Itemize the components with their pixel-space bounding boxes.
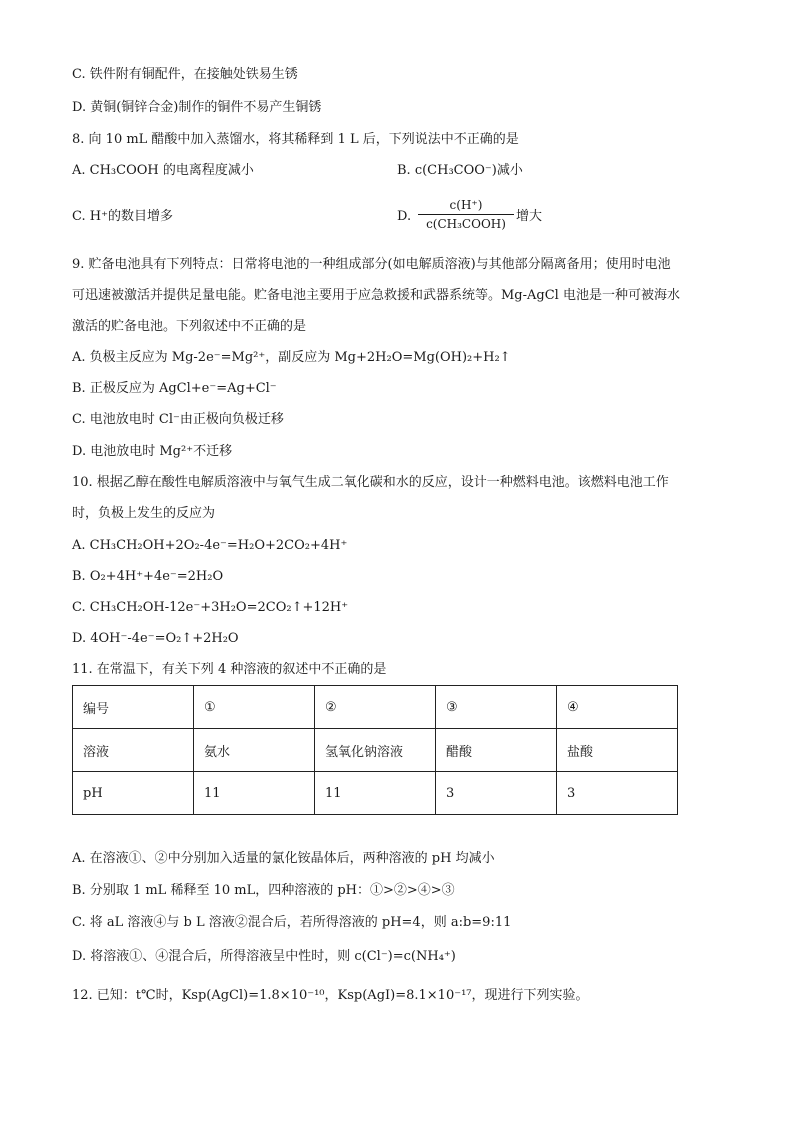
q10-option-b: B. O₂+4H⁺+4e⁻=2H₂O — [72, 569, 224, 584]
q10-option-c: C. CH₃CH₂OH-12e⁻+3H₂O=2CO₂↑+12H⁺ — [72, 600, 349, 615]
q7-option-c: C. 铁件附有铜配件，在接触处铁易生锈 — [72, 67, 298, 82]
q8-option-d-fraction — [418, 197, 514, 232]
q8-option-d-suffix: 增大 — [516, 209, 543, 224]
q8-option-d-label: D. — [397, 209, 412, 224]
q12-stem: 12. 已知：t℃时，Ksp(AgCl)=1.8×10⁻¹⁰，Ksp(AgI)=8.1×10⁻¹⁷，现进行下列实验。 — [72, 988, 589, 1003]
q9-option-a: A. 负极主反应为 Mg-2e⁻=Mg²⁺，副反应为 Mg+2H₂O=Mg(OH)₂+H₂↑ — [72, 350, 511, 365]
q10-stem-line1: 10. 根据乙醇在酸性电解质溶液中与氧气生成二氧化碳和水的反应，设计一种燃料电池。该燃料电池工作 — [72, 475, 669, 490]
table-cell: 氨水 — [194, 729, 315, 772]
table-cell: 3 — [557, 772, 678, 815]
table-cell: 3 — [436, 772, 557, 815]
fraction-bar — [418, 214, 514, 215]
table-cell: 11 — [194, 772, 315, 815]
q11-stem: 11. 在常温下，有关下列 4 种溶液的叙述中不正确的是 — [72, 662, 387, 677]
q11-solutions-table — [72, 685, 678, 815]
fraction-numerator: c(H⁺) — [449, 198, 483, 212]
q10-option-d: D. 4OH⁻-4e⁻=O₂↑+2H₂O — [72, 631, 239, 646]
table-cell: pH — [73, 772, 194, 815]
table-cell: 编号 — [73, 686, 194, 729]
table-cell: ② — [315, 686, 436, 729]
table-cell: 盐酸 — [557, 729, 678, 772]
table-row — [73, 772, 678, 815]
q10-stem-line2: 时，负极上发生的反应为 — [72, 506, 216, 521]
q9-stem-line2: 可迅速被激活并提供足量电能。贮备电池主要用于应急救援和武器系统等。Mg-AgCl 电池是一种可被海水 — [72, 288, 680, 303]
table-row — [73, 686, 678, 729]
table-cell: ③ — [436, 686, 557, 729]
fraction-denominator: c(CH₃COOH) — [426, 217, 506, 231]
q8-option-c: C. H⁺的数目增多 — [72, 209, 173, 224]
q11-option-d: D. 将溶液①、④混合后，所得溶液呈中性时，则 c(Cl⁻)=c(NH₄⁺) — [72, 949, 456, 964]
q8-stem: 8. 向 10 mL 醋酸中加入蒸馏水，将其稀释到 1 L 后，下列说法中不正确的是 — [72, 132, 519, 147]
q11-option-c: C. 将 aL 溶液④与 b L 溶液②混合后，若所得溶液的 pH=4，则 a:b=9:11 — [72, 915, 512, 930]
q11-option-a: A. 在溶液①、②中分别加入适量的氯化铵晶体后，两种溶液的 pH 均减小 — [72, 851, 495, 866]
q7-option-d: D. 黄铜(铜锌合金)制作的铜件不易产生铜锈 — [72, 100, 322, 115]
table-cell: 醋酸 — [436, 729, 557, 772]
table-cell: 溶液 — [73, 729, 194, 772]
q9-stem-line1: 9. 贮备电池具有下列特点：日常将电池的一种组成部分(如电解质溶液)与其他部分隔离备用；使用时电池 — [72, 257, 671, 272]
table-cell: 11 — [315, 772, 436, 815]
q11-option-b: B. 分别取 1 mL 稀释至 10 mL，四种溶液的 pH：①>②>④>③ — [72, 883, 455, 898]
table-cell: 氢氧化钠溶液 — [315, 729, 436, 772]
q9-option-d: D. 电池放电时 Mg²⁺不迁移 — [72, 444, 233, 459]
table-cell: ① — [194, 686, 315, 729]
table-row — [73, 729, 678, 772]
q9-option-b: B. 正极反应为 AgCl+e⁻=Ag+Cl⁻ — [72, 381, 277, 396]
q10-option-a: A. CH₃CH₂OH+2O₂-4e⁻=H₂O+2CO₂+4H⁺ — [72, 538, 348, 553]
q8-option-a: A. CH₃COOH 的电离程度减小 — [72, 163, 254, 178]
table-cell: ④ — [557, 686, 678, 729]
q9-option-c: C. 电池放电时 Cl⁻由正极向负极迁移 — [72, 412, 284, 427]
q8-option-b: B. c(CH₃COO⁻)减小 — [397, 163, 523, 178]
q9-stem-line3: 激活的贮备电池。下列叙述中不正确的是 — [72, 319, 307, 334]
